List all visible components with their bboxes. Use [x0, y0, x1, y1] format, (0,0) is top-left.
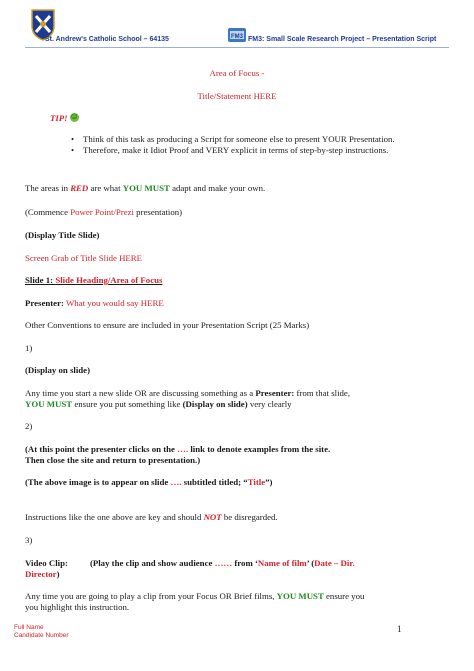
play-clip-line-1: Any time you are going to play a clip from your Focus OR Brief films, YOU MUST ensure you — [25, 591, 365, 601]
svg-text:FM3: FM3 — [231, 34, 243, 40]
tips-list — [71, 134, 395, 156]
tip-label: TIP! — [50, 113, 68, 123]
screen-grab-line: Screen Grab of Title Slide HERE — [25, 253, 143, 263]
above-image-line: (The above image is to appear on slide …. subtitled titled; “Title”) — [25, 477, 273, 487]
tip-heading — [50, 113, 79, 124]
header-rule — [25, 47, 449, 48]
page-number: 1 — [397, 624, 402, 634]
at-this-point-line-2: Then close the site and return to presentation.) — [25, 455, 201, 465]
display-title-slide: (Display Title Slide) — [25, 230, 100, 240]
number-2: 2) — [25, 421, 33, 431]
page-header — [0, 0, 474, 50]
video-clip-line-1: Video Clip: (Play the clip and show audience …… from ‘Name of film’ (Date – Dir. — [25, 558, 355, 568]
number-3: 3) — [25, 535, 33, 545]
slide-1-heading: Slide 1: Slide Heading/Area of Focus — [25, 275, 163, 285]
full-name-label: Full Name — [14, 624, 44, 631]
at-this-point-line-1: (At this point the presenter clicks on the …. link to denote examples from the site. — [25, 444, 331, 454]
any-time-line-2: YOU MUST ensure you put something like (Display on slide) very clearly — [25, 399, 292, 409]
number-1: 1) — [25, 343, 33, 353]
tip-item: • Think of this task as producing a Script for someone else to present YOUR Presentation. — [71, 134, 395, 145]
other-conventions-line: Other Conventions to ensure are included in your Presentation Script (25 Marks) — [25, 320, 310, 330]
areas-in-red-line: The areas in RED are what YOU MUST adapt and make your own. — [25, 183, 266, 193]
project-title: FM3: Small Scale Research Project – Presentation Script — [248, 36, 437, 43]
commence-line: (Commence Power Point/Prezi presentation) — [25, 207, 183, 217]
display-on-slide: (Display on slide) — [25, 365, 91, 375]
presenter-line: Presenter: What you would say HERE — [25, 298, 164, 308]
any-time-line-1: Any time you start a new slide OR are discussing something as a Presenter: from that slide, — [25, 388, 351, 398]
instructions-line: Instructions like the one above are key and should NOT be disregarded. — [25, 512, 278, 522]
area-of-focus-title: Area of Focus - — [209, 68, 265, 78]
play-clip-line-2: you highlight this instruction. — [25, 602, 130, 612]
smiley-icon — [70, 113, 79, 122]
footer-candidate-info — [14, 624, 69, 640]
school-name: St. Andrew's Catholic School – 64135 — [45, 36, 169, 43]
candidate-number-label: Candidate Number — [14, 632, 69, 639]
tip-item: • Therefore, make it Idiot Proof and VERY explicit in terms of step-by-step instructions. — [71, 145, 395, 156]
fm3-logo-icon — [228, 28, 246, 42]
video-clip-line-2: Director) — [25, 569, 60, 579]
title-statement: Title/Statement HERE — [197, 91, 277, 101]
